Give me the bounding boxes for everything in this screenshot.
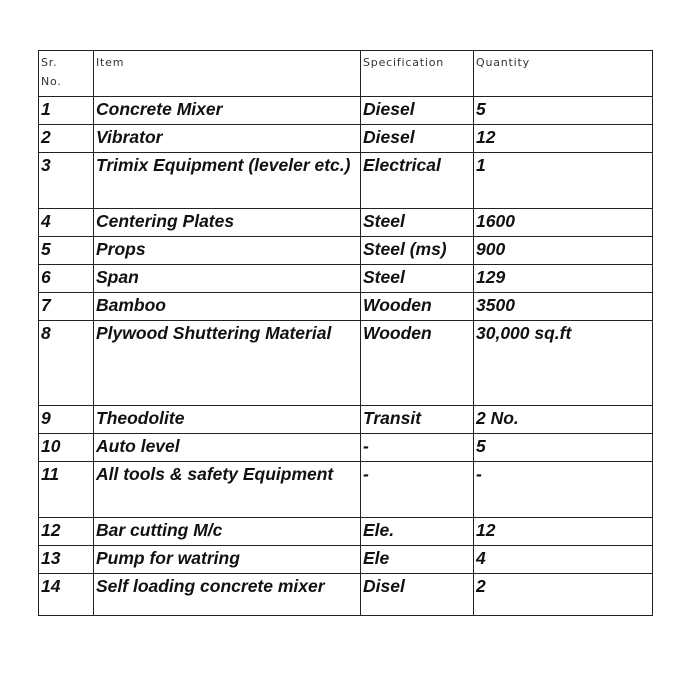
cell-spec: Steel [361,265,474,293]
cell-spec: Wooden [361,293,474,321]
cell-spec: - [361,434,474,462]
cell-qty: 5 [474,434,653,462]
cell-qty: 12 [474,518,653,546]
cell-spec: Transit [361,406,474,434]
cell-spec: Ele. [361,518,474,546]
cell-item: Concrete Mixer [94,97,361,125]
header-sr-line1: Sr. [41,56,58,69]
cell-item: Self loading concrete mixer [94,574,361,616]
cell-spec: Disel [361,574,474,616]
cell-item: Trimix Equipment (leveler etc.) [94,153,361,209]
table-row [39,125,653,153]
cell-item: Theodolite [94,406,361,434]
header-quantity: Quantity [474,51,653,97]
equipment-table [38,50,653,616]
cell-qty: 5 [474,97,653,125]
cell-qty: 30,000 sq.ft [474,321,653,406]
cell-qty: 2 No. [474,406,653,434]
cell-sr: 4 [39,209,94,237]
cell-qty: 3500 [474,293,653,321]
cell-qty: 2 [474,574,653,616]
cell-qty: 4 [474,546,653,574]
cell-sr: 2 [39,125,94,153]
table-row [39,462,653,518]
header-sr-line2: No. [41,75,62,88]
header-sr-no [39,51,94,97]
cell-qty: - [474,462,653,518]
cell-sr: 9 [39,406,94,434]
table-row [39,321,653,406]
cell-sr: 3 [39,153,94,209]
cell-sr: 6 [39,265,94,293]
cell-spec: - [361,462,474,518]
cell-spec: Electrical [361,153,474,209]
cell-sr: 7 [39,293,94,321]
cell-sr: 14 [39,574,94,616]
cell-item: Centering Plates [94,209,361,237]
table-row [39,293,653,321]
cell-spec: Diesel [361,125,474,153]
table-row [39,97,653,125]
table-row [39,518,653,546]
cell-spec: Steel (ms) [361,237,474,265]
cell-item: Bamboo [94,293,361,321]
table-row [39,237,653,265]
cell-item: Span [94,265,361,293]
cell-sr: 11 [39,462,94,518]
table-row [39,153,653,209]
cell-qty: 12 [474,125,653,153]
table-row [39,265,653,293]
table-row [39,574,653,616]
table-row [39,406,653,434]
cell-item: All tools & safety Equipment [94,462,361,518]
header-specification: Specification [361,51,474,97]
table-header-row [39,51,653,97]
cell-spec: Ele [361,546,474,574]
cell-qty: 1600 [474,209,653,237]
header-item: Item [94,51,361,97]
table-row [39,546,653,574]
cell-item: Bar cutting M/c [94,518,361,546]
cell-item: Pump for watring [94,546,361,574]
cell-item: Vibrator [94,125,361,153]
cell-sr: 12 [39,518,94,546]
cell-qty: 129 [474,265,653,293]
cell-sr: 8 [39,321,94,406]
cell-item: Plywood Shuttering Material [94,321,361,406]
cell-sr: 13 [39,546,94,574]
cell-item: Props [94,237,361,265]
cell-sr: 5 [39,237,94,265]
cell-sr: 10 [39,434,94,462]
cell-qty: 900 [474,237,653,265]
table-row [39,434,653,462]
cell-spec: Wooden [361,321,474,406]
cell-item: Auto level [94,434,361,462]
cell-sr: 1 [39,97,94,125]
cell-spec: Diesel [361,97,474,125]
table-row [39,209,653,237]
cell-qty: 1 [474,153,653,209]
cell-spec: Steel [361,209,474,237]
